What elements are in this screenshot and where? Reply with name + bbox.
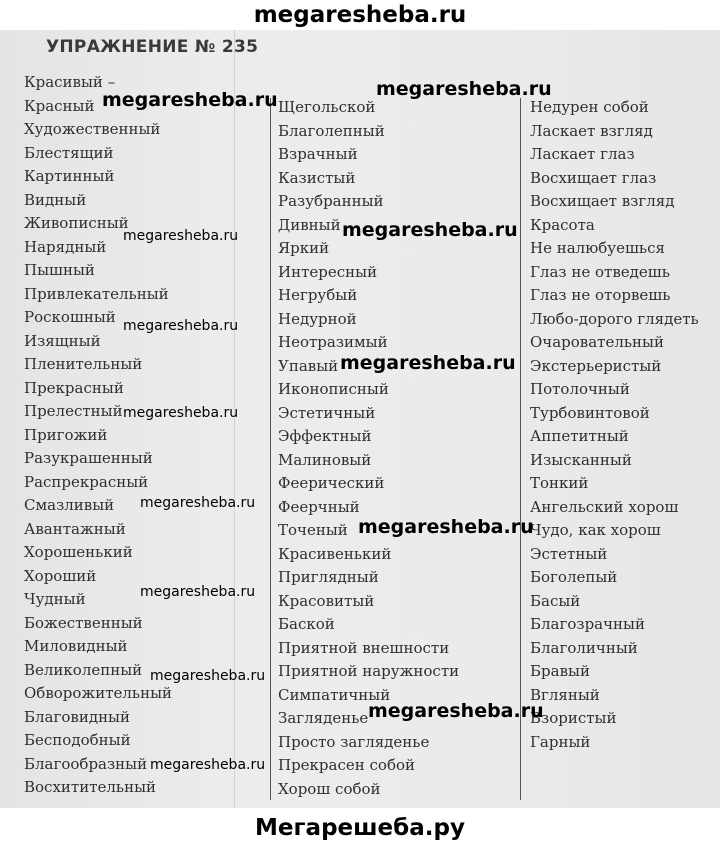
word-item: Недурен собой [530, 98, 649, 116]
word-item: Разукрашенный [24, 449, 153, 467]
word-item: Картинный [24, 167, 115, 185]
word-item: Аппетитный [530, 427, 629, 445]
word-item: Приятной наружности [278, 662, 460, 680]
word-item: Бесподобный [24, 731, 131, 749]
word-item: Приятной внешности [278, 638, 450, 657]
scanned-page [0, 30, 720, 808]
watermark: megaresheba.ru [340, 352, 516, 374]
word-item: Божественный [24, 613, 143, 632]
word-item: Восхищает взгляд [530, 192, 675, 210]
watermark: megaresheba.ru [376, 78, 552, 100]
watermark: megaresheba.ru [150, 757, 266, 773]
watermark: megaresheba.ru [368, 700, 544, 722]
word-item: Очаровательный [530, 333, 664, 351]
word-item: Любо-дорого глядеть [530, 309, 699, 328]
word-item: Казистый [278, 168, 356, 187]
word-item: Точеный [278, 521, 348, 539]
watermark: megaresheba.ru [123, 228, 239, 244]
word-item: Вгляный [530, 685, 600, 704]
watermark: megaresheba.ru [123, 405, 239, 421]
word-item: Глаз не оторвешь [530, 286, 671, 304]
site-header-text: megaresheba.ru [253, 2, 467, 28]
word-item: Разубранный [278, 192, 384, 210]
word-item: Смазливый [24, 496, 115, 514]
word-item: Турбовинтовой [530, 403, 650, 422]
watermark: megaresheba.ru [150, 668, 266, 684]
word-item: Хорош собой [278, 779, 381, 798]
word-item: Приглядный [278, 568, 379, 586]
word-item: Изысканный [530, 450, 632, 469]
word-item: Упавый [278, 356, 339, 375]
watermark: megaresheba.ru [342, 219, 518, 241]
word-item: Ласкает глаз [530, 145, 635, 163]
word-item: Хороший [24, 566, 97, 585]
word-item: Глаз не отведешь [530, 262, 670, 281]
watermark: megaresheba.ru [140, 584, 256, 600]
word-item: Пригожий [24, 425, 108, 444]
word-item: Боголепый [530, 568, 618, 586]
word-item: Иконописный [278, 380, 389, 398]
watermark: megaresheba.ru [123, 318, 239, 334]
word-item: Ангельский хорош [530, 497, 679, 516]
word-column-1 [24, 71, 172, 800]
watermark: megaresheba.ru [140, 495, 256, 511]
word-item: Взрачный [278, 145, 358, 163]
word-item: Дивный [278, 215, 341, 234]
word-item: Взористый [530, 709, 617, 727]
word-item: Художественный [24, 120, 161, 138]
word-column-3 [530, 96, 699, 754]
word-item: Негрубый [278, 286, 358, 304]
word-item: Ласкает взгляд [530, 121, 653, 140]
word-item: Просто загляденье [278, 732, 430, 751]
word-item: Пышный [24, 261, 95, 279]
word-item: Эстетичный [278, 403, 376, 422]
word-item: Авантажный [24, 519, 126, 538]
word-item: Эстетный [530, 544, 608, 563]
word-item: Красный [24, 96, 95, 115]
word-item: Феерчный [278, 497, 360, 516]
word-item: Малиновый [278, 450, 372, 469]
word-item: Эффектный [278, 427, 372, 445]
word-item: Роскошный [24, 308, 116, 326]
word-item: Прекрасный [24, 378, 124, 397]
word-item: Благовидный [24, 707, 130, 726]
word-item: Красивый – [24, 73, 116, 91]
watermark: megaresheba.ru [358, 516, 534, 538]
word-item: Благообразный [24, 754, 148, 773]
word-item: Благолепный [278, 121, 385, 140]
word-item: Потолочный [530, 380, 630, 398]
word-item: Хорошенький [24, 543, 133, 561]
site-footer-text: Мегарешеба.ру [255, 815, 465, 841]
word-item: Распрекрасный [24, 472, 149, 491]
word-item: Басый [530, 591, 581, 610]
word-item: Симпатичный [278, 685, 391, 704]
word-item: Живописный [24, 214, 129, 232]
word-item: Изящный [24, 331, 101, 350]
word-item: Восхитительный [24, 778, 157, 796]
word-item: Благоличный [530, 638, 638, 657]
word-item: Бравый [530, 662, 590, 680]
word-item: Щегольской [278, 98, 376, 116]
word-item: Прекрасен собой [278, 756, 416, 774]
site-header [0, 0, 720, 30]
word-item: Интересный [278, 262, 378, 281]
word-item: Блестящий [24, 143, 114, 162]
word-column-2 [278, 96, 459, 801]
word-item: Недурной [278, 309, 357, 328]
watermark: megaresheba.ru [102, 89, 278, 111]
word-item: Феерический [278, 474, 385, 492]
word-item: Красота [530, 215, 595, 234]
word-item: Неотразимый [278, 333, 388, 351]
word-item: Баской [278, 615, 335, 633]
word-item: Благозрачный [530, 615, 645, 633]
word-item: Яркий [278, 239, 330, 257]
word-item: Не налюбуешься [530, 239, 665, 257]
word-item: Привлекательный [24, 284, 169, 303]
word-item: Прелестный [24, 402, 123, 420]
word-item: Загляденье [278, 709, 369, 727]
word-item: Пленительный [24, 355, 143, 373]
word-item: Экстерьеристый [530, 356, 662, 375]
column-divider-2 [520, 98, 521, 800]
word-item: Красивенький [278, 544, 392, 563]
word-item: Гарный [530, 732, 591, 751]
word-item: Миловидный [24, 637, 128, 655]
word-item: Красовитый [278, 591, 375, 610]
word-item: Чудный [24, 590, 86, 608]
exercise-title: УПРАЖНЕНИЕ № 235 [46, 37, 259, 57]
word-item: Нарядный [24, 237, 107, 256]
word-item: Восхищает глаз [530, 168, 657, 187]
word-item: Тонкий [530, 474, 589, 492]
site-footer [0, 808, 720, 849]
word-item: Видный [24, 190, 87, 209]
word-item: Обворожительный [24, 684, 173, 702]
word-item: Чудо, как хорош [530, 521, 661, 539]
word-item: Великолепный [24, 660, 143, 679]
column-divider-1 [270, 98, 271, 800]
